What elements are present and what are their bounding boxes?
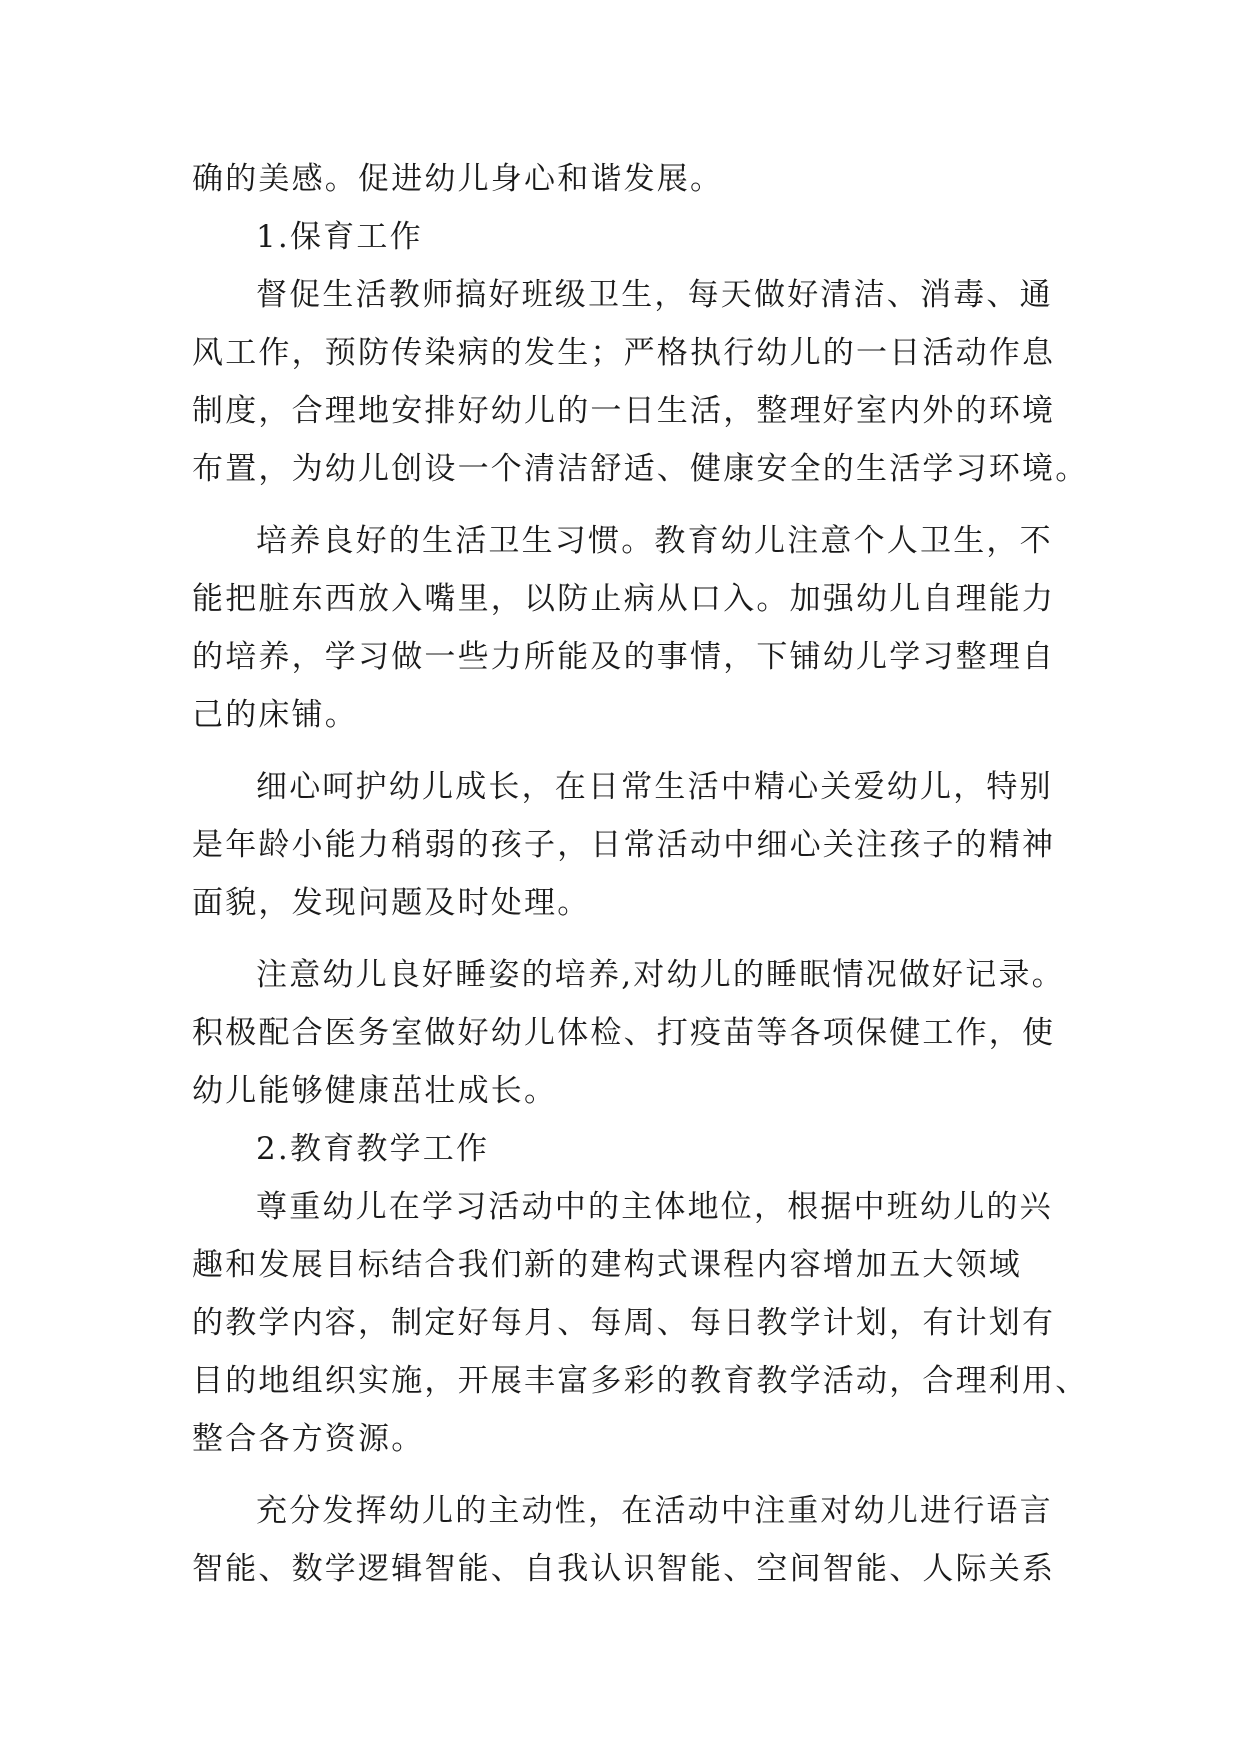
text-line: 幼儿能够健康茁壮成长。	[192, 1073, 558, 1109]
text-line: 智能、数学逻辑智能、自我认识智能、空间智能、人际关系	[192, 1551, 1056, 1587]
paragraph-start: 培养良好的生活卫生习惯。教育幼儿注意个人卫生，不	[256, 523, 1053, 559]
text-line: 风工作，预防传染病的发生；严格执行幼儿的一日活动作息	[192, 335, 1056, 371]
text-line: 面貌，发现问题及时处理。	[192, 885, 591, 921]
text-line: 积极配合医务室做好幼儿体检、打疫苗等各项保健工作，使	[192, 1015, 1056, 1051]
document-body	[192, 150, 1089, 1598]
text-line: 制度，合理地安排好幼儿的一日生活，整理好室内外的环境	[192, 393, 1056, 429]
text-line: 目的地组织实施，开展丰富多彩的教育教学活动，合理利用、	[192, 1363, 1089, 1399]
text-line: 是年龄小能力稍弱的孩子，日常活动中细心关注孩子的精神	[192, 827, 1056, 863]
paragraph-start: 督促生活教师搞好班级卫生，每天做好清洁、消毒、通	[256, 277, 1053, 313]
text-line: 的培养，学习做一些力所能及的事情，下铺幼儿学习整理自	[192, 639, 1056, 675]
section-heading-teaching: 2.教育教学工作	[256, 1131, 490, 1167]
text-line: 整合各方资源。	[192, 1421, 425, 1457]
text-line: 趣和发展目标结合我们新的建构式课程内容增加五大领域	[192, 1247, 1022, 1283]
paragraph-start: 充分发挥幼儿的主动性，在活动中注重对幼儿进行语言	[256, 1493, 1053, 1529]
text-line: 确的美感。促进幼儿身心和谐发展。	[192, 161, 724, 197]
text-line: 布置，为幼儿创设一个清洁舒适、健康安全的生活学习环境。	[192, 451, 1089, 487]
paragraph-start: 注意幼儿良好睡姿的培养,对幼儿的睡眠情况做好记录。	[256, 957, 1065, 993]
text-line: 己的床铺。	[192, 697, 358, 733]
text-line: 的教学内容，制定好每月、每周、每日教学计划，有计划有	[192, 1305, 1056, 1341]
paragraph-start: 尊重幼儿在学习活动中的主体地位，根据中班幼儿的兴	[256, 1189, 1053, 1225]
paragraph-start: 细心呵护幼儿成长，在日常生活中精心关爱幼儿，特别	[256, 769, 1053, 805]
text-line: 能把脏东西放入嘴里，以防止病从口入。加强幼儿自理能力	[192, 581, 1056, 617]
section-heading-childcare: 1.保育工作	[256, 219, 423, 255]
